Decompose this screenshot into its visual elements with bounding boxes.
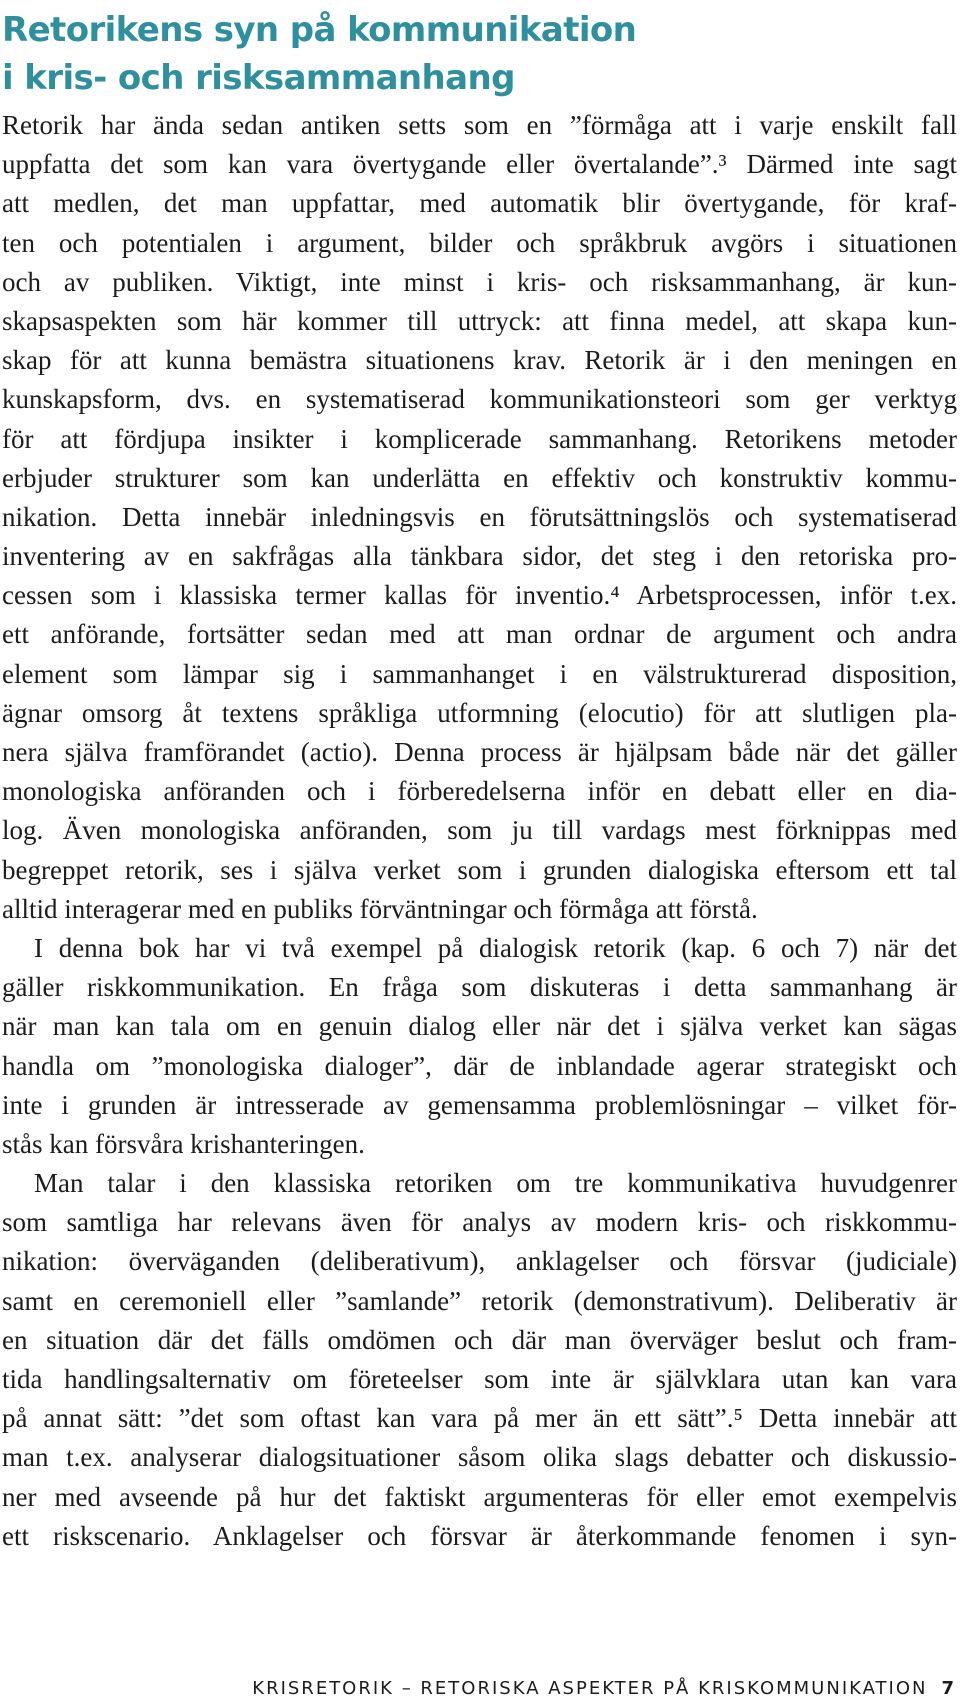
text-line: ner med avseende på hur det faktiskt argumenteras för eller emot exempelvis [2, 1481, 957, 1512]
text-line: samt en ceremoniell eller ”samlande” retorik (demonstrativum). Deliberativ är [2, 1285, 957, 1316]
text-line: cessen som i klassiska termer kallas för inventio.⁴ Arbetsprocessen, inför t.ex. [2, 580, 957, 611]
section-heading [2, 6, 636, 102]
text-line: gäller riskkommunikation. En fråga som diskuteras i detta sammanhang är [2, 972, 957, 1003]
text-line: erbjuder strukturer som kan underlätta en effektiv och konstruktiv kommu- [2, 462, 957, 493]
text-line: I denna bok har vi två exempel på dialogisk retorik (kap. 6 och 7) när det [34, 932, 957, 963]
text-line: stås kan försvåra krishanteringen. [2, 1128, 365, 1159]
text-line: man t.ex. analyserar dialogsituationer såsom olika slags debatter och diskussio- [2, 1442, 957, 1473]
text-line: alltid interagerar med en publiks förväntningar och förmåga att förstå. [2, 893, 758, 924]
text-line: ett anförande, fortsätter sedan med att man ordnar de argument och andra [2, 619, 957, 650]
text-line: på annat sätt: ”det som oftast kan vara på mer än ett sätt”.⁵ Detta innebär att [2, 1403, 957, 1434]
text-line: inte i grunden är intresserade av gemensamma problemlösningar – vilket för- [2, 1089, 957, 1120]
text-line: som samtliga har relevans även för analys av modern kris- och riskkommu- [2, 1207, 957, 1238]
text-line: tida handlingsalternativ om företeelser som inte är självklara utan kan vara [2, 1364, 957, 1394]
text-line: begreppet retorik, ses i själva verket som i grunden dialogiska eftersom ett tal [2, 854, 957, 885]
text-line: Retorik har ända sedan antiken setts som en ”förmåga att i varje enskilt fall [2, 110, 957, 140]
heading-line-1: Retorikens syn på kommunikation [2, 10, 637, 50]
text-line: nikation: överväganden (deliberativum), anklagelser och försvar (judiciale) [2, 1246, 957, 1277]
running-title: KRISRETORIK – RETORISKA ASPEKTER PÅ KRISKOMMUNIKATION [252, 1678, 928, 1699]
page-footer [252, 1678, 954, 1700]
text-line: skapsaspekten som här kommer till uttryck: att finna medel, att skapa kun- [2, 305, 957, 336]
heading-line-2: i kris- och risksammanhang [2, 58, 515, 98]
text-line: ten och potentialen i argument, bilder och språkbruk avgörs i situationen [2, 227, 957, 258]
text-line: ägnar omsorg åt textens språkliga utformning (elocutio) för att slutligen pla- [2, 697, 957, 728]
text-line: nikation. Detta innebär inledningsvis en förutsättningslös och systematiserad [2, 501, 957, 532]
text-line: skap för att kunna bemästra situationens krav. Retorik är i den meningen en [2, 345, 957, 376]
text-line: monologiska anföranden och i förberedelserna inför en debatt eller en dia- [2, 776, 957, 807]
text-line: nera själva framförandet (actio). Denna process är hjälpsam både när det gäller [2, 737, 957, 767]
text-line: en situation där det fälls omdömen och där man överväger beslut och fram- [2, 1324, 957, 1355]
text-line: log. Även monologiska anföranden, som ju till vardags mest förknippas med [2, 815, 957, 846]
text-line: ett riskscenario. Anklagelser och försvar är återkommande fenomen i syn- [2, 1520, 957, 1551]
text-line: att medlen, det man uppfattar, med automatik blir övertygande, för kraf- [2, 188, 957, 219]
text-line: kunskapsform, dvs. en systematiserad kommunikationsteori som ger verktyg [2, 384, 957, 415]
text-line: och av publiken. Viktigt, inte minst i kris- och risksammanhang, är kun- [2, 266, 957, 297]
text-line: inventering av en sakfrågas alla tänkbara sidor, det steg i den retoriska pro- [2, 541, 957, 572]
text-line: Man talar i den klassiska retoriken om tre kommunikativa huvudgenrer [34, 1168, 957, 1199]
page-number: 7 [941, 1678, 954, 1699]
body-text [2, 106, 957, 1556]
text-line: när man kan tala om en genuin dialog eller när det i själva verket kan sägas [2, 1011, 957, 1042]
text-line: element som lämpar sig i sammanhanget i en välstrukturerad disposition, [2, 658, 957, 689]
text-line: för att fördjupa insikter i komplicerade sammanhang. Retorikens metoder [2, 423, 957, 454]
text-line: uppfatta det som kan vara övertygande eller övertalande”.³ Därmed inte sagt [2, 149, 957, 180]
text-line: handla om ”monologiska dialoger”, där de inblandade agerar strategiskt och [2, 1050, 957, 1081]
